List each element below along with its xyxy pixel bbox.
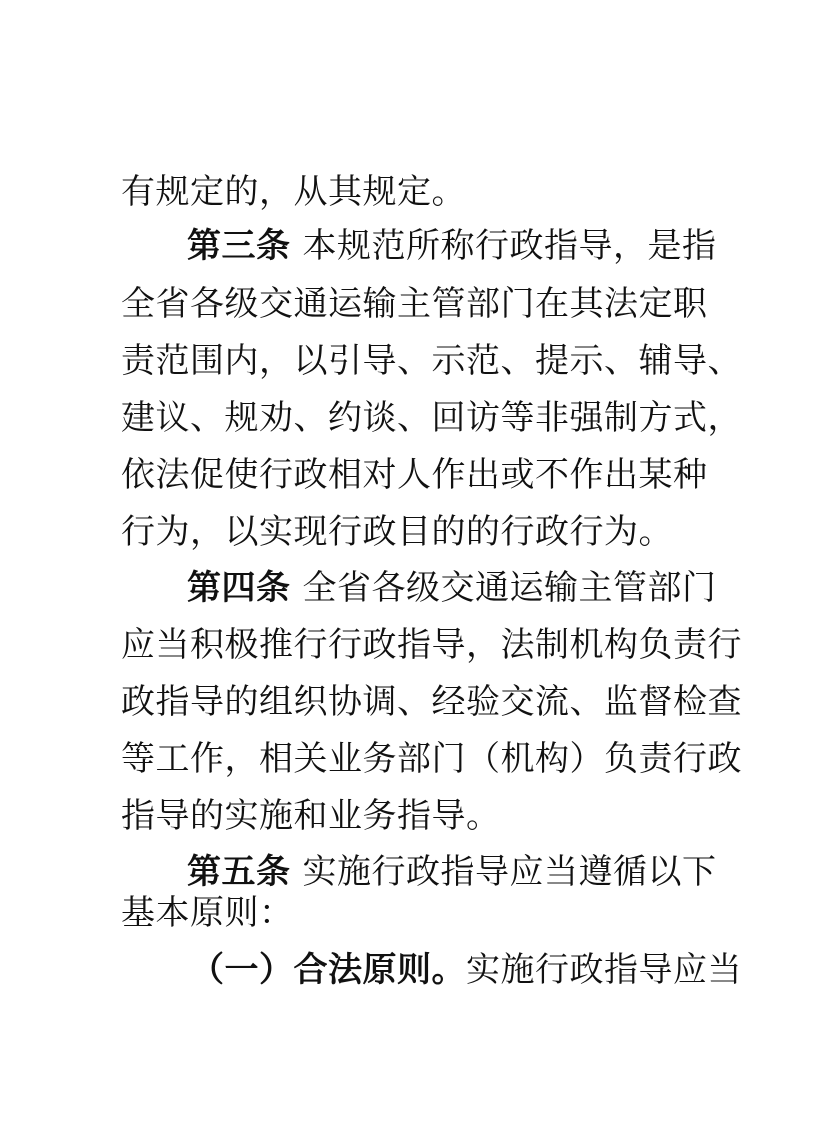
article-3-heading: 第三条 [187,226,291,266]
line-text: 实施行政指导应当遵循以下 [302,852,717,892]
line-text: 本规范所称行政指导，是指 [302,226,717,266]
article-3-first-line [187,219,787,273]
article-4-first-line [187,561,787,615]
line-text: 实施行政指导应当 [466,950,742,990]
line-text: 政指导的组织协调、经验交流、监督检查 [121,682,742,722]
article-5-heading: 第五条 [187,852,291,892]
line-text: 责范围内，以引导、示范、提示、辅导、 [121,341,742,381]
line-text: 等工作，相关业务部门（机构）负责行政 [121,739,742,779]
line-text: 指导的实施和业务指导。 [121,796,501,836]
text-line [121,886,721,940]
text-line [121,675,742,729]
line-text: 建议、规劝、约谈、回访等非强制方式， [121,398,742,438]
text-line [121,789,721,843]
principle-1-heading: （一）合法原则。 [190,950,466,990]
text-line [121,732,742,786]
text-line [121,165,721,219]
line-text: 全省各级交通运输主管部门在其法定职 [121,284,708,324]
line-text: 有规定的，从其规定。 [121,172,466,212]
text-line [121,391,742,445]
text-line [121,448,721,502]
line-text: 依法促使行政相对人作出或不作出某种 [121,455,708,495]
line-text: 基本原则： [121,893,294,933]
line-text: 应当积极推行行政指导，法制机构负责行 [121,625,742,665]
text-line [121,505,721,559]
line-text: 全省各级交通运输主管部门 [302,568,717,608]
text-line [121,277,721,331]
principle-1-first-line [190,943,790,997]
article-4-heading: 第四条 [187,568,291,608]
text-line [121,334,742,388]
text-line [121,618,742,672]
line-text: 行为，以实现行政目的的行政行为。 [121,512,673,552]
